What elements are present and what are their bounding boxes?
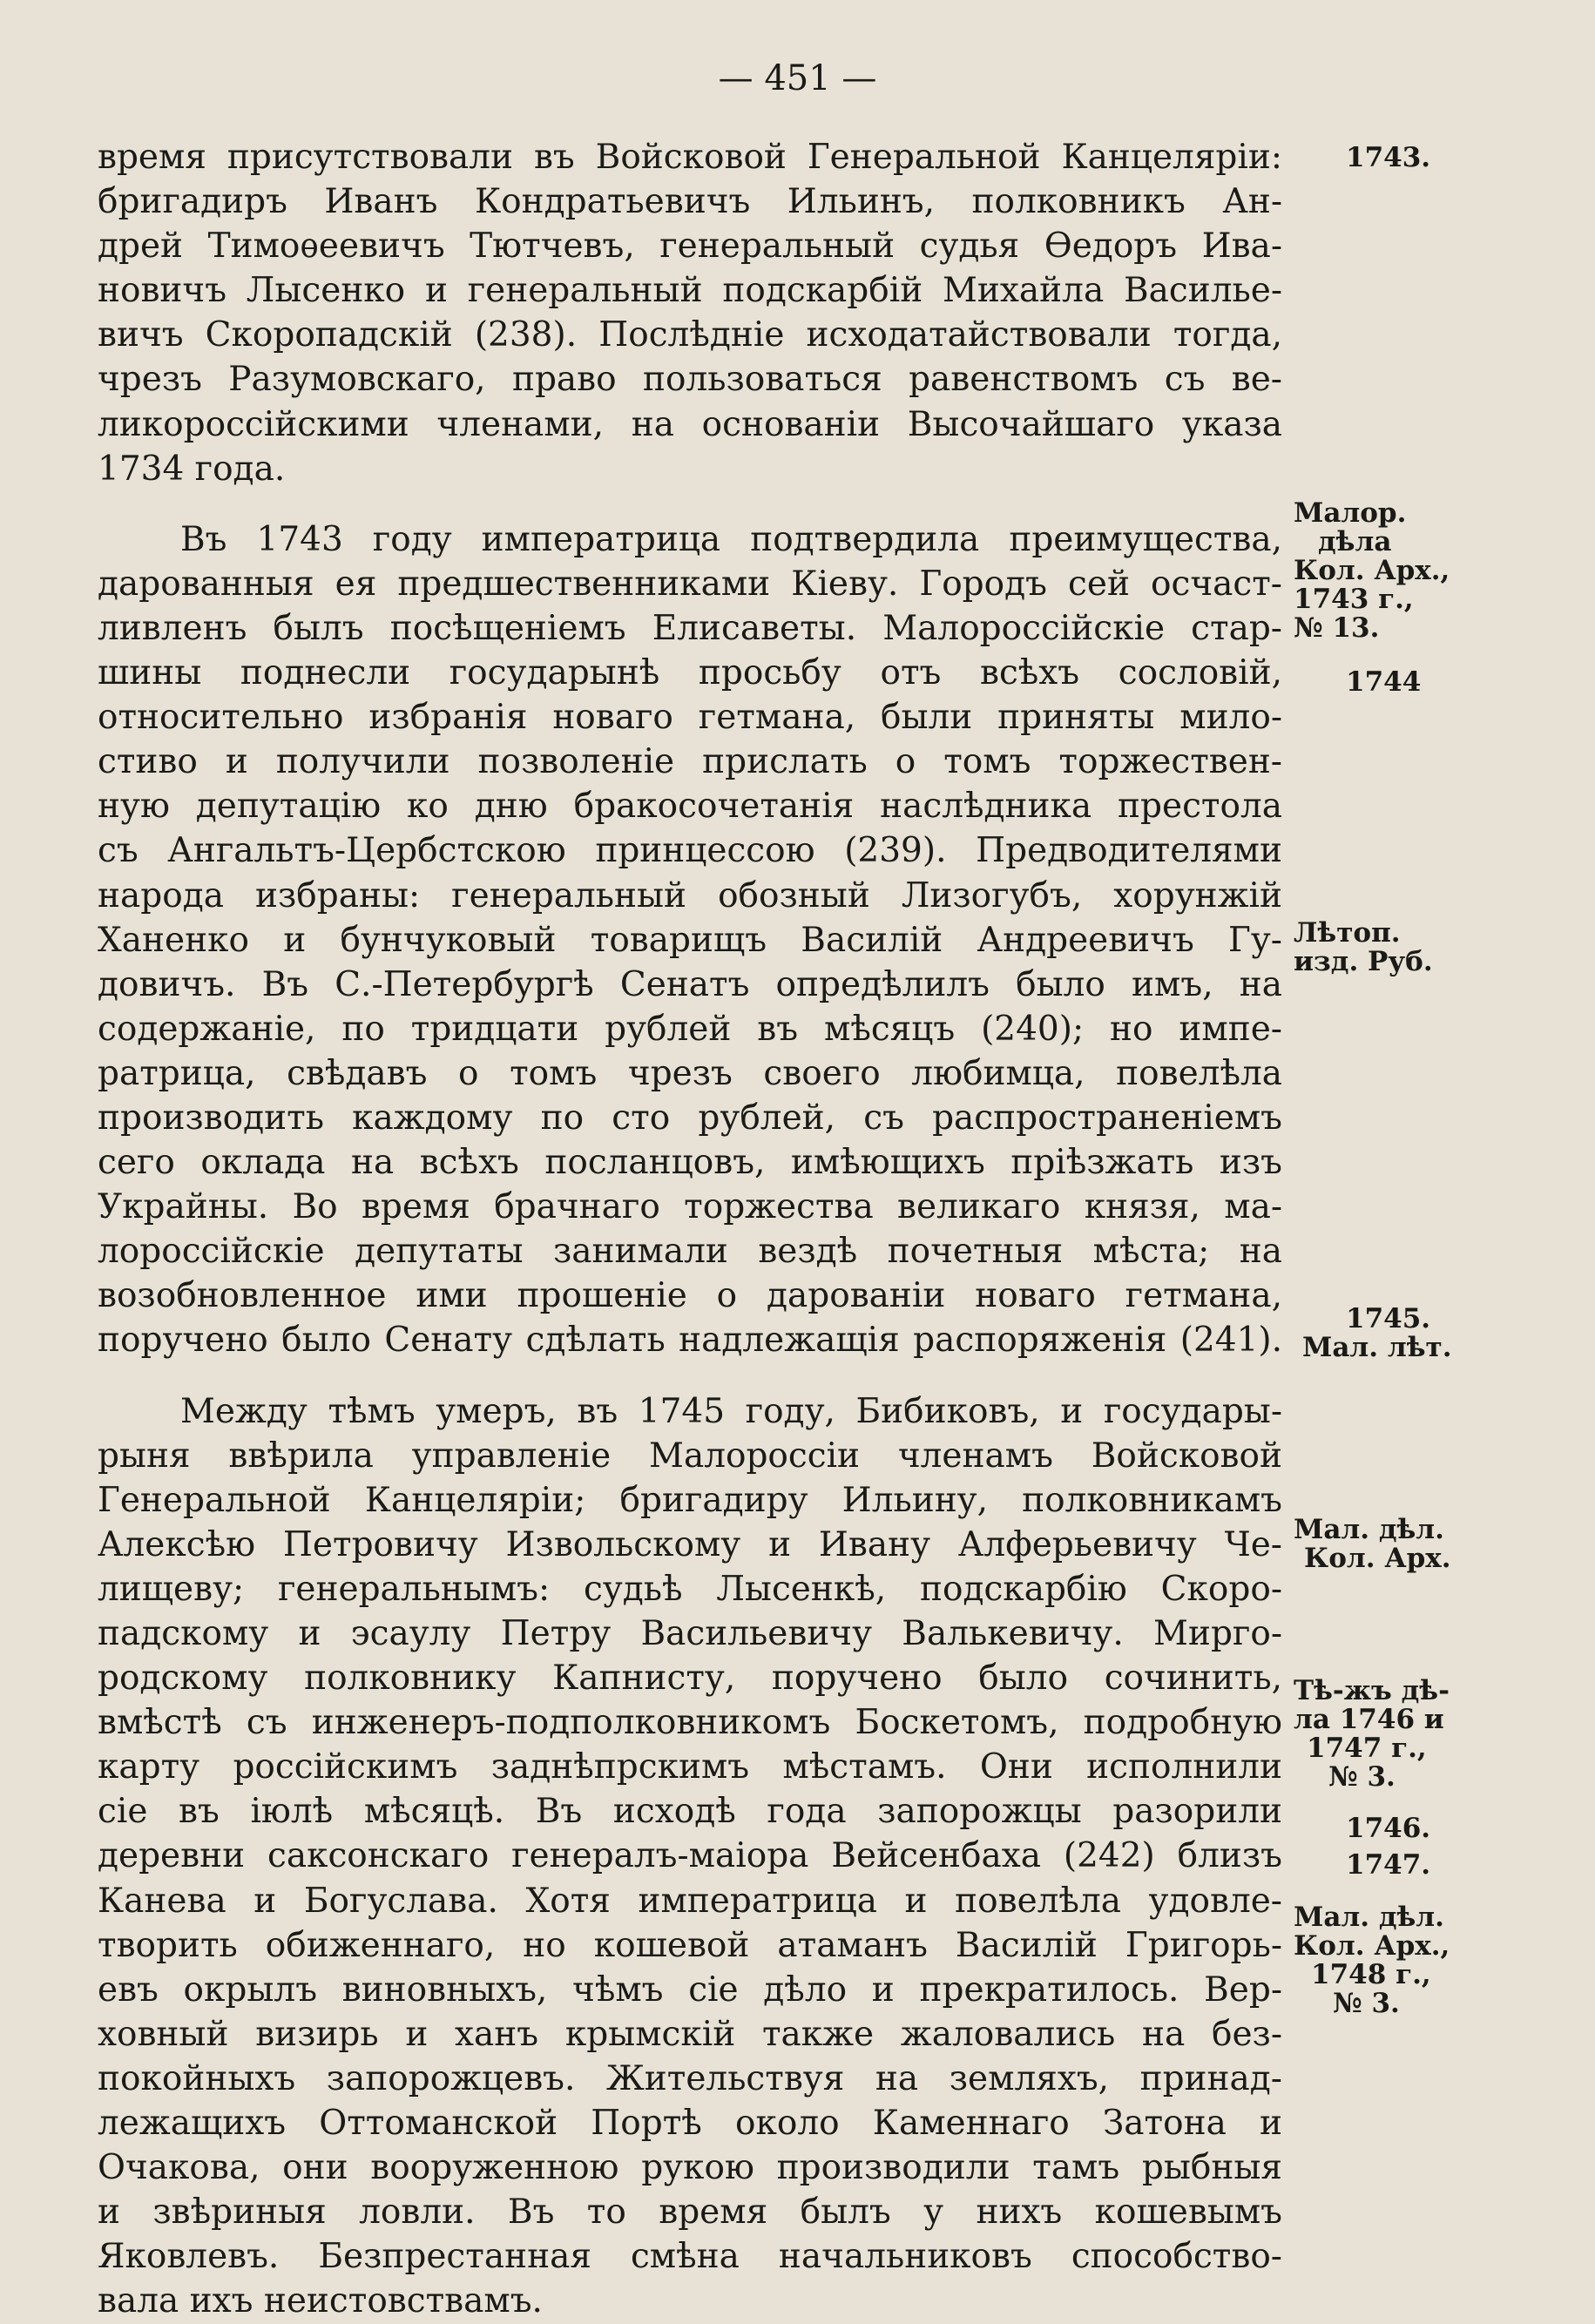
margin-note-year-1745 (1302, 1303, 1595, 1363)
margin-note-archive-1743 (1294, 499, 1590, 643)
text-line: карту россійскимъ заднѣпрскимъ мѣстамъ. Они исполнили (98, 1747, 1282, 1787)
text-line: шины поднесли государынѣ просьбу отъ всѣхъ сословій, (98, 653, 1282, 693)
margin-note-line: дѣла (1318, 526, 1392, 557)
paragraph-1 (98, 135, 1282, 491)
text-line: съ Ангальтъ-Цербстскою принцессою (239). Предводителями (98, 831, 1282, 871)
margin-note-line: Кол. Арх., (1294, 555, 1450, 586)
text-line: сего оклада на всѣхъ посланцовъ, имѣющихъ пріѣзжать изъ (98, 1143, 1282, 1183)
margin-note-line: 1747. (1346, 1849, 1431, 1881)
text-line: ливленъ былъ посѣщеніемъ Елисаветы. Малороссійскіе стар- (98, 608, 1282, 648)
text-line: Алексѣю Петровичу Извольскому и Ивану Алферьевичу Че- (98, 1524, 1282, 1564)
text-line: поручено было Сенату сдѣлать надлежащія распоряженія (241). (98, 1321, 1282, 1361)
margin-note-archive-1746-1747 (1294, 1677, 1590, 1792)
main-text (98, 135, 1282, 2324)
text-line: бригадиръ Иванъ Кондратьевичъ Ильинъ, полковникъ Ан- (98, 182, 1282, 222)
text-line: Украйны. Во время брачнаго торжества великаго князя, ма- (98, 1187, 1282, 1227)
margin-note-line: 1746. (1346, 1813, 1431, 1844)
margin-note-year-1743 (1346, 144, 1595, 172)
margin-note-line: № 3. (1333, 1988, 1400, 2019)
text-line: покойныхъ запорожцевъ. Жительствуя на земляхъ, принад- (98, 2058, 1282, 2098)
margin-note-line: ла 1746 и (1294, 1704, 1444, 1735)
text-line: Очакова, они вооруженною рукою производили тамъ рыбныя (98, 2148, 1282, 2188)
text-line: относительно избранія новаго гетмана, были приняты мило- (98, 698, 1282, 738)
text-line: Между тѣмъ умеръ, въ 1745 году, Бибиковъ, и государы- (180, 1391, 1282, 1431)
margin-note-chronicle (1294, 919, 1590, 976)
text-line: Яковлевъ. Безпрестанная смѣна начальниковъ способство- (98, 2237, 1282, 2277)
text-line: ратрица, свѣдавъ о томъ чрезъ своего любимца, повелѣла (98, 1053, 1282, 1093)
text-line: вмѣстѣ съ инженеръ-подполковникомъ Боскетомъ, подробную (98, 1703, 1282, 1743)
text-line: рыня ввѣрила управленіе Малороссіи членамъ Войсковой (98, 1436, 1282, 1476)
margin-note-year-1744 (1346, 668, 1595, 697)
text-line: народа избраны: генеральный обозный Лизогубъ, хорунжій (98, 875, 1282, 915)
paragraph-3 (98, 1389, 1282, 2324)
margin-note-line: Малор. (1294, 497, 1407, 529)
margin-note-line: 1744 (1346, 666, 1422, 698)
text-line: творить обиженнаго, но кошевой атаманъ Василій Григорь- (98, 1925, 1282, 1965)
text-line: новичъ Лысенко и генеральный подскарбій Михайла Василье- (98, 271, 1282, 311)
margin-note-line: 1743 г., (1294, 584, 1414, 615)
text-line: 1734 года. (98, 449, 286, 489)
text-line: деревни саксонскаго генералъ-маіора Вейсенбаха (242) близъ (98, 1836, 1282, 1876)
text-line: время присутствовали въ Войсковой Генеральной Канцеляріи: (98, 138, 1282, 177)
paragraph-2 (98, 517, 1282, 1363)
text-line: сіе въ іюлѣ мѣсяцѣ. Въ исходѣ года запорожцы разорили (98, 1792, 1282, 1832)
text-line: Генеральной Канцеляріи; бригадиру Ильину, полковникамъ (98, 1480, 1282, 1520)
text-line: ховный визирь и ханъ крымскій также жаловались на без- (98, 2014, 1282, 2054)
margin-note-line: 1743. (1346, 142, 1431, 173)
text-line: и звѣриныя ловли. Въ то время былъ у нихъ кошевымъ (98, 2192, 1282, 2233)
text-line: возобновленное ими прошеніе о дарованіи новаго гетмана, (98, 1276, 1282, 1316)
margin-note-archive (1294, 1516, 1590, 1573)
text-line: лороссійскіе депутаты занимали вездѣ почетныя мѣста; на (98, 1232, 1282, 1272)
text-line: Въ 1743 году императрица подтвердила преимущества, (180, 519, 1282, 559)
margin-note-line: 1745. (1346, 1303, 1431, 1334)
margin-note-line: № 13. (1294, 612, 1380, 644)
margin-note-year-1746 (1346, 1814, 1595, 1843)
text-line: Ханенко и бунчуковый товарищъ Василій Андреевичъ Гу- (98, 920, 1282, 960)
text-line: вичъ Скоропадскій (238). Послѣдніе исходатайствовали тогда, (98, 315, 1282, 355)
text-line: производить каждому по сто рублей, съ распространеніемъ (98, 1098, 1282, 1138)
margin-note-line: Тѣ-жъ дѣ- (1294, 1675, 1450, 1706)
text-line: чрезъ Разумовскаго, право пользоваться равенствомъ съ ве- (98, 360, 1282, 400)
margin-note-line: 1747 г., (1307, 1733, 1427, 1764)
text-line: содержаніе, по тридцати рублей въ мѣсяцъ (240); но импе- (98, 1009, 1282, 1049)
margin-note-line: Мал. лѣт. (1302, 1332, 1452, 1363)
text-line: родскому полковнику Капнисту, поручено было сочинить, (98, 1659, 1282, 1699)
margin-note-line: Кол. Арх., (1294, 1930, 1450, 1962)
margin-note-line: Лѣтоп. (1294, 917, 1401, 949)
page-number: — 451 — (718, 58, 877, 98)
text-line: лежащихъ Оттоманской Портѣ около Каменнаго Затона и (98, 2104, 1282, 2144)
margin-note-archive-1748 (1294, 1903, 1590, 2018)
text-line: евъ окрылъ виновныхъ, чѣмъ сіе дѣло и прекратилось. Вер- (98, 1969, 1282, 2010)
text-line: дарованныя ея предшественниками Кіеву. Городъ сей осчаст- (98, 564, 1282, 604)
text-line: падскому и эсаулу Петру Васильевичу Валькевичу. Мирго- (98, 1614, 1282, 1653)
margin-note-line: изд. Руб. (1294, 946, 1433, 977)
text-line: ликороссійскими членами, на основаніи Высочайшаго указа (98, 404, 1282, 444)
margin-note-line: Мал. дѣл. (1294, 1902, 1444, 1933)
margin-note-line: 1748 г., (1311, 1959, 1431, 1990)
text-line: довичъ. Въ С.-Петербургѣ Сенатъ опредѣлилъ было имъ, на (98, 964, 1282, 1004)
text-line: лищеву; генеральнымъ: судьѣ Лысенкѣ, подскарбію Скоро- (98, 1569, 1282, 1609)
text-line: вала ихъ неистовствамъ. (98, 2281, 543, 2321)
margin-note-line: Кол. Арх. (1304, 1543, 1451, 1574)
text-line: Канева и Богуслава. Хотя императрица и повелѣла удовле- (98, 1881, 1282, 1921)
text-line: ную депутацію ко дню бракосочетанія наслѣдника престола (98, 787, 1282, 827)
margin-note-line: № 3. (1328, 1761, 1396, 1793)
margin-note-year-1747 (1346, 1851, 1595, 1880)
margin-note-line: Мал. дѣл. (1294, 1514, 1444, 1545)
text-line: дрей Тимоѳеевичъ Тютчевъ, генеральный судья Ѳедоръ Ива- (98, 226, 1282, 267)
text-line: стиво и получили позволеніе прислать о томъ торжествен- (98, 742, 1282, 782)
